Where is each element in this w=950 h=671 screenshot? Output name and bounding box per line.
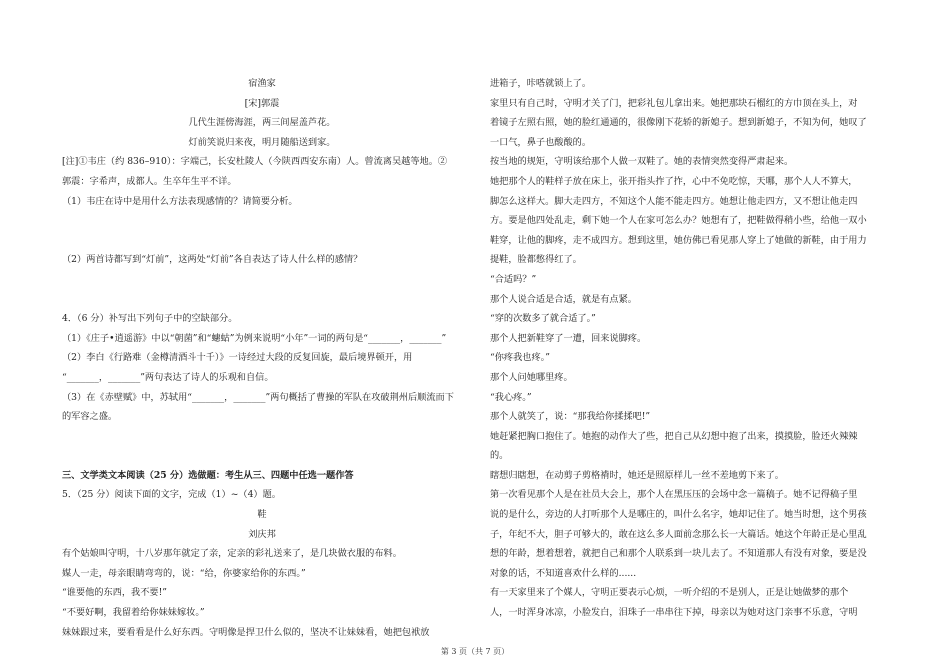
text-line: 5．（25 分）阅读下面的文字，完成（1）~（4）题。 bbox=[62, 489, 281, 501]
text-line: [宋]郭震 bbox=[244, 97, 280, 109]
text-line: 的。 bbox=[490, 450, 509, 462]
text-line: “谁要他的东西，我不要!” bbox=[62, 587, 167, 599]
page-footer: 第 3 页（共 7 页） bbox=[440, 647, 510, 656]
text-line: “_______，_______”两句表达了诗人的乐观和自信。 bbox=[62, 371, 274, 383]
text-line: 家里只有自己时，守明才关了门，把彩礼包儿拿出来。她把那块石榴红的方巾顶在头上，对 bbox=[490, 97, 858, 109]
text-line: 一口气，鼻子也酸酸的。 bbox=[490, 136, 592, 148]
text-line: 鞋穿，让他的脚疼，走不成四方。想到这里，她仿佛已看见那人穿上了她做的新鞋，由于用力 bbox=[490, 234, 867, 246]
blank-answer-space bbox=[62, 270, 462, 309]
text-line: 那个人把新鞋穿了一遭，回来说脚疼。 bbox=[490, 332, 647, 344]
text-line: （1）《庄子•逍遥游》中以“朝菌”和“蟪蛄”为例来说明“小年”一词的两句是“_______，_______” bbox=[62, 332, 447, 344]
text-line: （2）两首诗都写到“灯前”，这两处“灯前”各自表达了诗人什么样的感情？ bbox=[62, 254, 363, 266]
text-line: 人，一时浑身冰凉，小脸发白，泪珠子一串串往下掉，母亲以为她对这门亲事不乐意，守明 bbox=[490, 607, 858, 619]
blank-answer-space bbox=[62, 211, 462, 250]
text-line: 按当地的规矩，守明该给那个人做一双鞋了。她的表情突然变得严肃起来。 bbox=[490, 156, 794, 168]
text-line: 进箱子，咔嗒就锁上了。 bbox=[490, 78, 592, 89]
text-line: [注]①韦庄（约 836–910）：字端己，长安杜陵人（今陕西西安东南）人。曾流离吴越等地。② bbox=[62, 156, 448, 168]
text-line: 鞋 bbox=[257, 509, 267, 521]
text-line: 想的年龄，想着想着，就把自己和那个人联系到一块儿去了。不知道那人有没有对象，要是没 bbox=[490, 548, 867, 560]
text-line: 提鞋，脸都憋得红了。 bbox=[490, 254, 582, 266]
text-line: 的军容之盛。 bbox=[62, 411, 118, 423]
text-line: 几代生涯傍海涯，两三间屋盖芦花。 bbox=[188, 117, 336, 129]
text-line: 她赶紧把胸口抱住了。她抱的动作大了些，把自己从幻想中抱了出来，摸摸脸，脸还火辣辣 bbox=[490, 430, 858, 442]
left-column bbox=[62, 74, 462, 642]
text-line: 宿渔家 bbox=[248, 78, 276, 89]
text-line: 第一次看见那个人是在社员大会上，那个人在黑压压的会场中念一篇稿子。她不记得稿子里 bbox=[490, 489, 858, 501]
text-line: 那个人就笑了，说：“那我给你揉揉吧!” bbox=[490, 411, 651, 423]
text-line: 灯前笑说归来夜，明月随船送到家。 bbox=[188, 136, 336, 148]
text-line: 那个人说合适是合适，就是有点紧。 bbox=[490, 293, 637, 305]
text-line: （2）李白《行路难（金樽清酒斗十千）》一诗经过大段的反复回旋，最后境界顿开，用 bbox=[62, 352, 413, 364]
text-line: 那个人问她哪里疼。 bbox=[490, 371, 573, 383]
text-line: 她把那个人的鞋样子放在床上，张开指头拃了拃，心中不免吃惊，天哪，那个人人不算大， bbox=[490, 175, 858, 187]
text-line: 子，年纪不大，胆子可够大的，敢在这么多人面前念那么长一大篇话。她这个年龄正是心里乱 bbox=[490, 528, 867, 540]
text-line: （1）韦庄在诗中是用什么方法表现感情的？请简要分析。 bbox=[62, 195, 298, 207]
text-line: “不要好啊，我留着给你妹妹嫁妆。” bbox=[62, 607, 205, 619]
text-line: “合适吗？” bbox=[490, 273, 537, 285]
text-line: 脚怎么这样大。脚大走四方，不知这个人能不能走四方。她想让他走四方，又不想让他走四 bbox=[490, 195, 858, 207]
text-line: 4．（6 分）补写出下列句子中的空缺部分。 bbox=[62, 313, 238, 325]
text-line: 媒人一走，母亲眼睛弯弯的，说：“给，你婆家给你的东西。” bbox=[62, 567, 306, 579]
text-line: 妹妹跟过来，要看看是什么好东西。守明像是捍卫什么似的，坚决不让妹妹看，她把包袱放 bbox=[62, 626, 430, 638]
text-line: 瞎想归瞎想，在动剪子剪格褙时，她还是照原样儿一丝不差地剪下来了。 bbox=[490, 469, 784, 481]
text-line: 着镜子左照右照，她的脸红通通的，很像刚下花轿的新媳子。想到新媳子，不知为何，她叹了 bbox=[490, 117, 867, 129]
text-line: （3）在《赤壁赋》中，苏轼用“_______，_______”两句概括了曹操的军队在攻破荆州后顺流而下 bbox=[62, 391, 454, 403]
text-line: 说的是什么，旁边的人打听那个人是哪庄的，叫什么名字，她却记住了。她当时想，这个男孩 bbox=[490, 509, 867, 521]
text-line: 有一天家里来了个媒人，守明正要表示心烦，一听介绍的不是别人，正是让她做梦的那个 bbox=[490, 587, 849, 599]
right-column bbox=[490, 74, 890, 623]
text-line: 刘庆邦 bbox=[248, 528, 276, 540]
text-line: “你疼我也疼。” bbox=[490, 352, 550, 364]
text-line: 郭震：字希声，成都人。生卒年生平不详。 bbox=[62, 175, 237, 187]
blank-answer-space bbox=[62, 427, 462, 466]
text-line: 有个姑娘叫守明，十八岁那年就定了亲，定亲的彩礼送来了，是几块做衣服的布料。 bbox=[62, 548, 402, 560]
text-line: “穿的次数多了就合适了。” bbox=[490, 313, 596, 325]
text-line: “我心疼。” bbox=[490, 391, 532, 403]
text-line: 对象的话，不知道喜欢什么样的...... bbox=[490, 567, 637, 579]
text-line: 三、文学类文本阅读（25 分）选做题：考生从三、四题中任选一题作答 bbox=[62, 469, 354, 481]
text-line: 方。要是他四处乱走，剩下她一个人在家可怎么办？她想有了，把鞋做得稍小些，给他一双小 bbox=[490, 215, 867, 227]
